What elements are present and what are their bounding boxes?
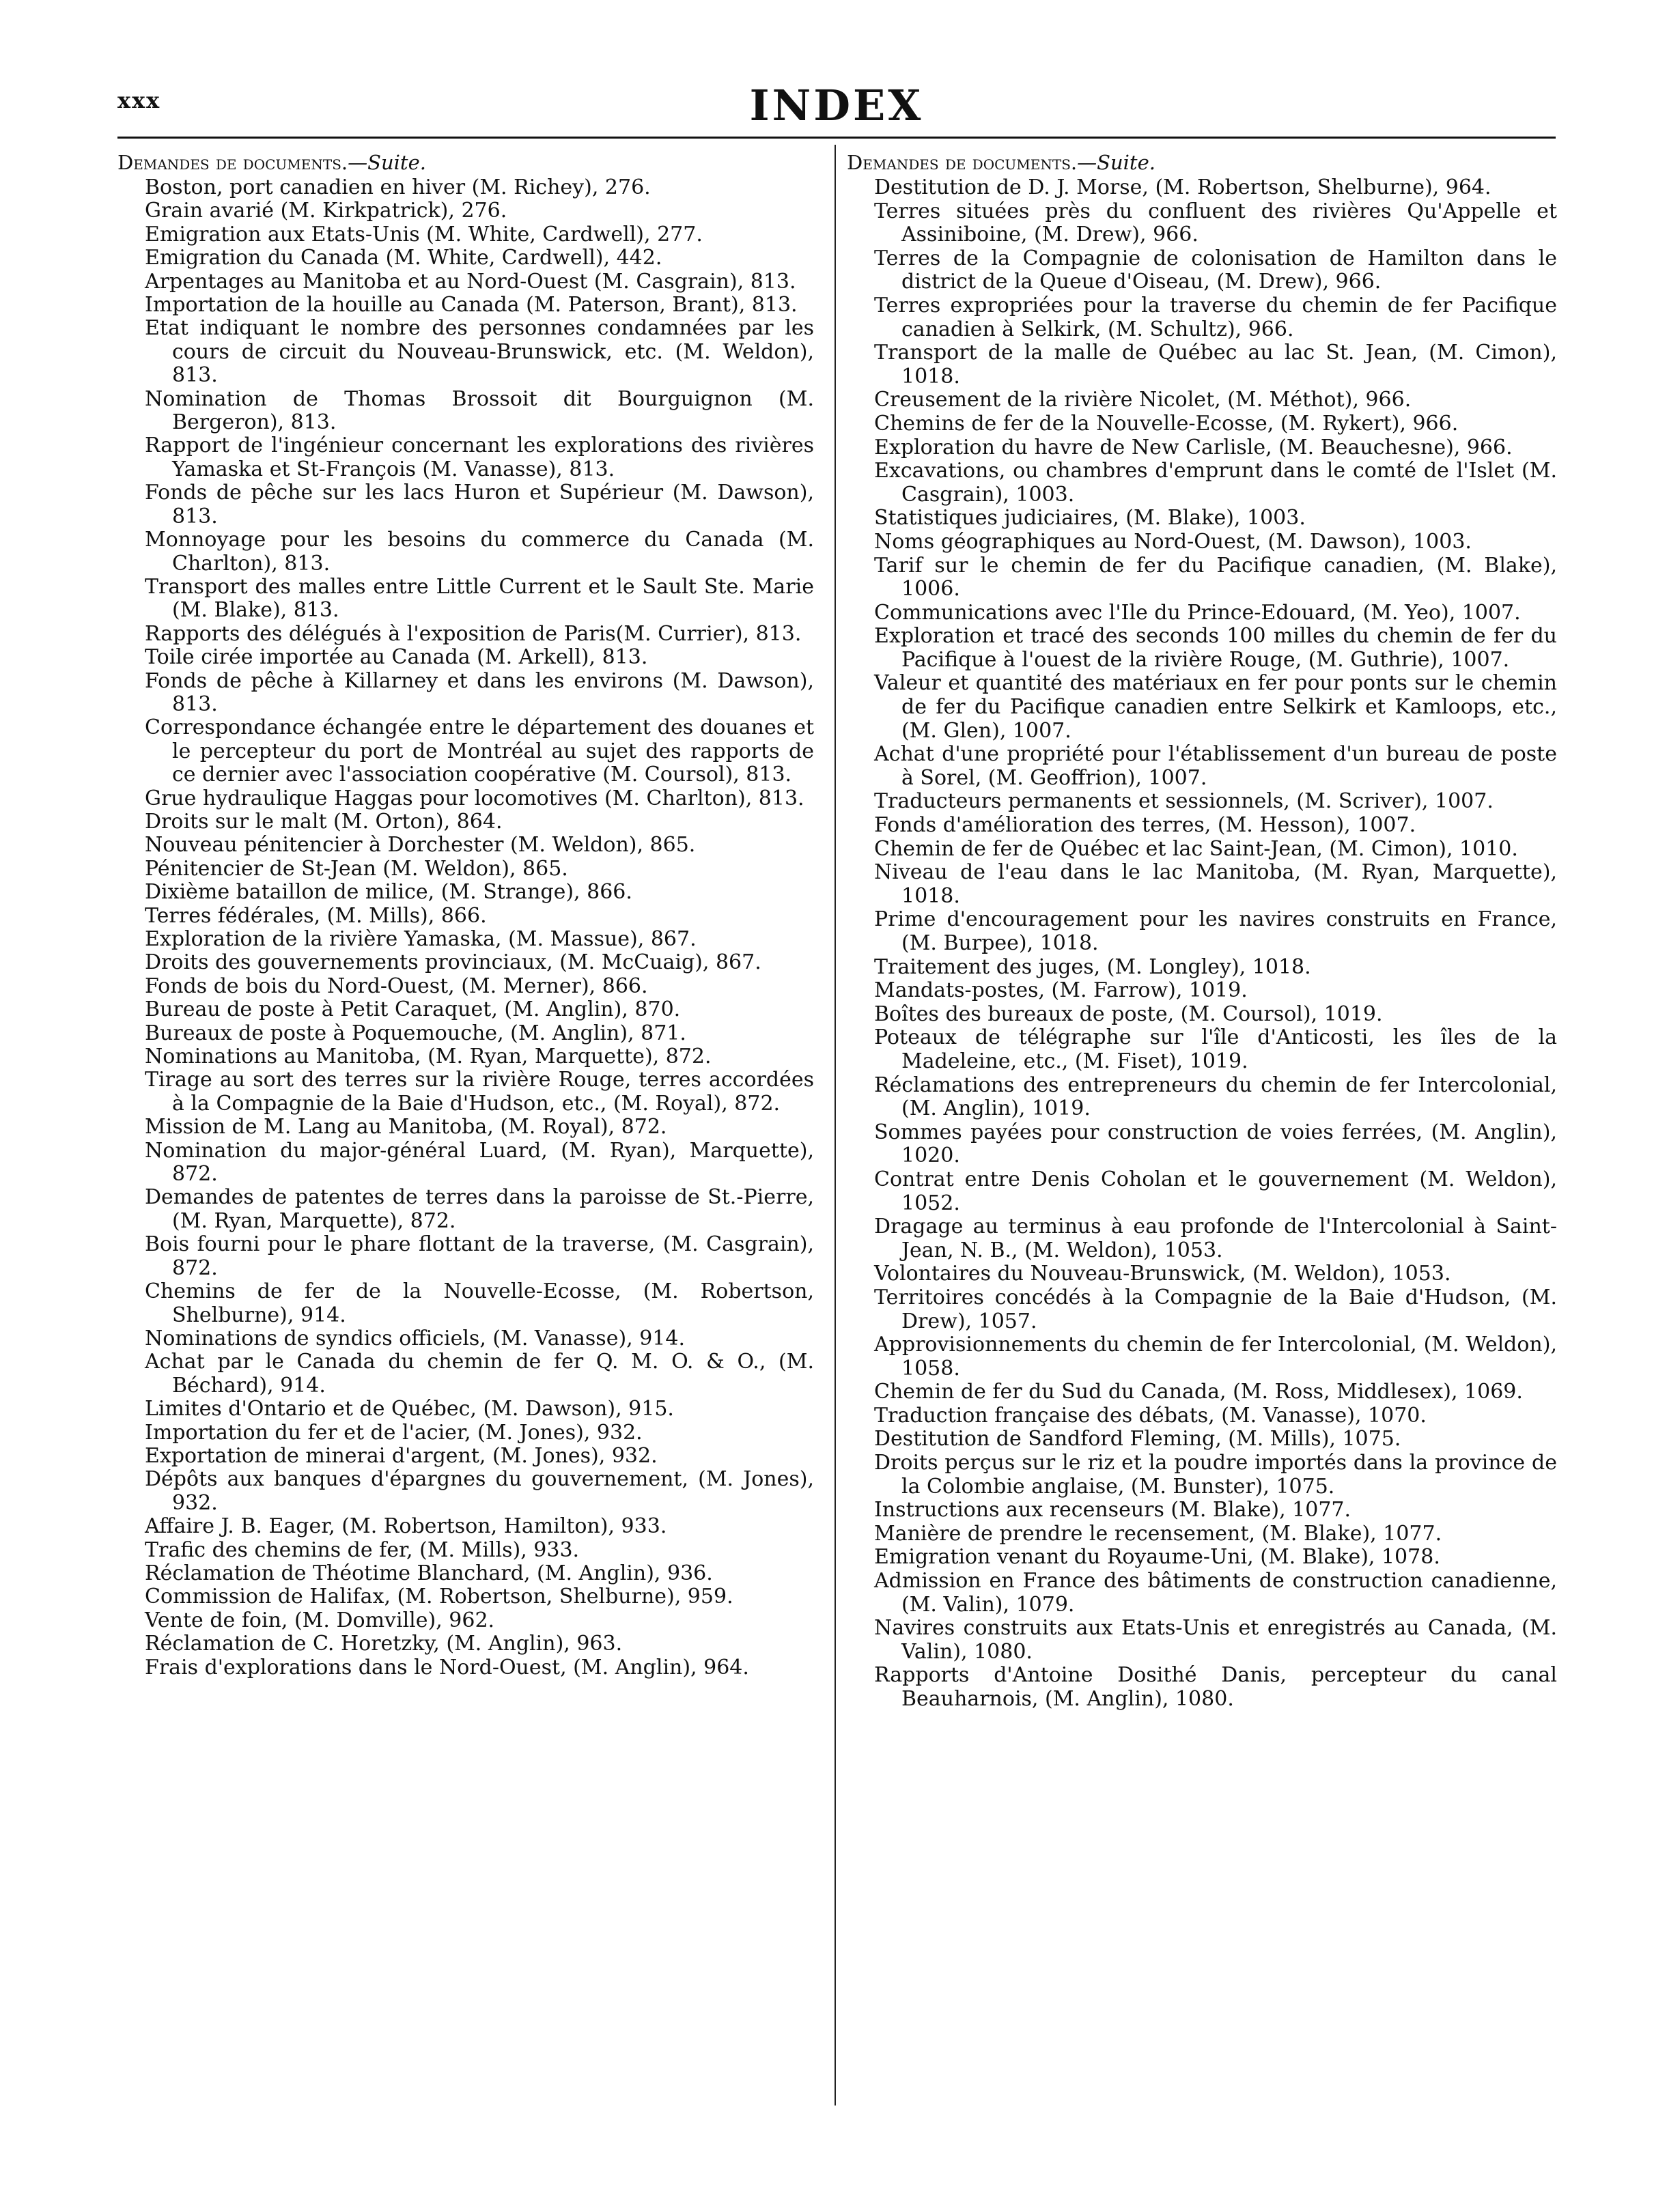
index-entry: Rapports des délégués à l'exposition de Paris(M. Currier), 813. <box>145 621 802 646</box>
index-entry: Grain avarié (M. Kirkpatrick), 276. <box>145 199 507 223</box>
section-heading-label: Demandes de documents. <box>117 151 348 174</box>
index-entry: Trafic des chemins de fer, (M. Mills), 933. <box>145 1537 580 1562</box>
index-entry: Emigration venant du Royaume-Uni, (M. Blake), 1078. <box>874 1545 1440 1570</box>
index-entry: Fonds de pêche à Killarney et dans les environs (M. Dawson), 813. <box>145 668 814 716</box>
index-entry: Réclamation de Théotime Blanchard, (M. Anglin), 936. <box>145 1561 713 1585</box>
index-entry: Boston, port canadien en hiver (M. Richey), 276. <box>145 175 651 199</box>
section-heading-right <box>847 149 1557 176</box>
index-entry: Nouveau pénitencier à Dorchester (M. Weldon), 865. <box>145 833 696 857</box>
index-entry: Pénitencier de St-Jean (M. Weldon), 865. <box>145 856 568 881</box>
index-entry: Tirage au sort des terres sur la rivière Rouge, terres accordées à la Compagnie de la Baie d'Hudson, etc., (M. Royal), 872. <box>145 1068 814 1116</box>
right-entry-list <box>847 176 1557 1712</box>
left-entry-list <box>117 176 814 1679</box>
section-heading-left <box>117 149 814 176</box>
right-column <box>847 149 1557 1712</box>
index-entry: Bureau de poste à Petit Caraquet, (M. Anglin), 870. <box>145 997 681 1022</box>
index-entry: Limites d'Ontario et de Québec, (M. Dawson), 915. <box>145 1397 674 1421</box>
index-entry: Dragage au terminus à eau profonde de l'Intercolonial à Saint-Jean, N. B., (M. Weldon), 1053. <box>874 1215 1557 1262</box>
index-entry: Creusement de la rivière Nicolet, (M. Méthot), 966. <box>874 388 1412 412</box>
index-entry: Approvisionnements du chemin de fer Intercolonial, (M. Weldon), 1058. <box>874 1333 1557 1380</box>
index-entry: Chemins de fer de la Nouvelle-Ecosse, (M. Rykert), 966. <box>874 411 1459 436</box>
index-entry: Droits des gouvernements provinciaux, (M. McCuaig), 867. <box>145 950 761 975</box>
section-heading-suite: —Suite. <box>348 151 426 174</box>
index-entry: Destitution de Sandford Fleming, (M. Mills), 1075. <box>874 1427 1401 1451</box>
index-entry: Navires construits aux Etats-Unis et enregistrés au Canada, (M. Valin), 1080. <box>874 1616 1557 1664</box>
header-rule <box>117 137 1556 139</box>
index-entry: Fonds de bois du Nord-Ouest, (M. Merner), 866. <box>145 974 648 998</box>
index-entry: Territoires concédés à la Compagnie de la Baie d'Hudson, (M. Drew), 1057. <box>874 1285 1557 1333</box>
index-entry: Affaire J. B. Eager, (M. Robertson, Hamilton), 933. <box>145 1514 667 1539</box>
index-entry: Fonds de pêche sur les lacs Huron et Supérieur (M. Dawson), 813. <box>145 481 814 528</box>
page-header <box>117 81 1556 135</box>
index-entry: Réclamation de C. Horetzky, (M. Anglin), 963. <box>145 1632 623 1656</box>
section-heading-label: Demandes de documents. <box>847 151 1078 174</box>
index-entry: Demandes de patentes de terres dans la paroisse de St.-Pierre, (M. Ryan, Marquette), 872. <box>145 1185 814 1233</box>
index-entry: Importation du fer et de l'acier, (M. Jones), 932. <box>145 1420 643 1445</box>
index-entry: Excavations, ou chambres d'emprunt dans le comté de l'Islet (M. Casgrain), 1003. <box>874 459 1557 507</box>
index-entry: Importation de la houille au Canada (M. Paterson, Brant), 813. <box>145 293 798 317</box>
index-entry: Communications avec l'Ile du Prince-Edouard, (M. Yeo), 1007. <box>874 600 1521 625</box>
index-entry: Terres de la Compagnie de colonisation de Hamilton dans le district de la Queue d'Oiseau, (M. Drew), 966. <box>874 246 1557 294</box>
index-entry: Niveau de l'eau dans le lac Manitoba, (M. Ryan, Marquette), 1018. <box>874 860 1557 908</box>
index-entry: Monnoyage pour les besoins du commerce du Canada (M. Charlton), 813. <box>145 528 814 576</box>
index-entry: Emigration aux Etats-Unis (M. White, Cardwell), 277. <box>145 222 703 246</box>
index-entry: Nomination de Thomas Brossoit dit Bourguignon (M. Bergeron), 813. <box>145 386 814 435</box>
index-entry: Prime d'encouragement pour les navires construits en France, (M. Burpee), 1018. <box>874 907 1557 955</box>
index-entry: Transport des malles entre Little Current et le Sault Ste. Marie (M. Blake), 813. <box>145 574 814 623</box>
index-entry: Exploration de la rivière Yamaska, (M. Massue), 867. <box>145 927 697 951</box>
index-entry: Droits perçus sur le riz et la poudre importés dans la province de la Colombie anglaise, (M. Bunster), 1075. <box>874 1451 1557 1499</box>
index-entry: Droits sur le malt (M. Orton), 864. <box>145 809 503 834</box>
index-entry: Nomination du major-général Luard, (M. Ryan), Marquette), 872. <box>145 1138 814 1187</box>
index-entry: Mandats-postes, (M. Farrow), 1019. <box>874 978 1248 1003</box>
index-entry: Emigration du Canada (M. White, Cardwell), 442. <box>145 246 662 270</box>
index-entry: Statistiques judiciaires, (M. Blake), 1003. <box>874 506 1306 530</box>
index-entry: Traduction française des débats, (M. Vanasse), 1070. <box>874 1403 1427 1428</box>
index-entry: Achat par le Canada du chemin de fer Q. M. O. & O., (M. Béchard), 914. <box>145 1350 814 1398</box>
index-entry: Boîtes des bureaux de poste, (M. Coursol), 1019. <box>874 1002 1383 1026</box>
index-entry: Poteaux de télégraphe sur l'île d'Anticosti, les îles de la Madeleine, etc., (M. Fiset), 1019. <box>874 1025 1557 1073</box>
index-entry: Chemin de fer du Sud du Canada, (M. Ross, Middlesex), 1069. <box>874 1380 1523 1404</box>
index-entry: Frais d'explorations dans le Nord-Ouest, (M. Anglin), 964. <box>145 1655 749 1679</box>
index-entry: Admission en France des bâtiments de construction canadienne, (M. Valin), 1079. <box>874 1569 1557 1617</box>
index-entry: Contrat entre Denis Coholan et le gouvernement (M. Weldon), 1052. <box>874 1167 1557 1215</box>
column-divider <box>835 145 836 2105</box>
index-entry: Manière de prendre le recensement, (M. Blake), 1077. <box>874 1521 1442 1546</box>
index-entry: Nominations de syndics officiels, (M. Vanasse), 914. <box>145 1326 686 1350</box>
index-entry: Rapport de l'ingénieur concernant les explorations des rivières Yamaska et St-François (M. Vanasse), 813. <box>145 434 814 481</box>
index-entry: Dépôts aux banques d'épargnes du gouvernement, (M. Jones), 932. <box>145 1467 814 1515</box>
index-entry: Exportation de minerai d'argent, (M. Jones), 932. <box>145 1443 658 1468</box>
index-entry: Valeur et quantité des matériaux en fer pour ponts sur le chemin de fer du Pacifique canadien entre Selkirk et Kamloops, etc., (M. Glen), 1007. <box>874 671 1557 743</box>
index-entry: Commission de Halifax, (M. Robertson, Shelburne), 959. <box>145 1585 733 1609</box>
index-entry: Grue hydraulique Haggas pour locomotives (M. Charlton), 813. <box>145 786 804 810</box>
index-entry: Destitution de D. J. Morse, (M. Robertson, Shelburne), 964. <box>874 175 1491 199</box>
index-entry: Transport de la malle de Québec au lac St. Jean, (M. Cimon), 1018. <box>874 341 1557 388</box>
index-entry: Exploration du havre de New Carlisle, (M. Beauchesne), 966. <box>874 435 1513 459</box>
index-entry: Fonds d'amélioration des terres, (M. Hesson), 1007. <box>874 813 1416 838</box>
index-entry: Dixième bataillon de milice, (M. Strange), 866. <box>145 880 632 905</box>
index-entry: Mission de M. Lang au Manitoba, (M. Royal), 872. <box>145 1115 667 1139</box>
index-entry: Bureaux de poste à Poquemouche, (M. Anglin), 871. <box>145 1021 686 1045</box>
page-title: INDEX <box>749 81 924 130</box>
index-entry: Etat indiquant le nombre des personnes condamnées par les cours de circuit du Nouveau-Brunswick, etc. (M. Weldon), 813. <box>145 316 814 388</box>
index-entry: Vente de foin, (M. Domville), 962. <box>145 1608 495 1632</box>
index-entry: Terres fédérales, (M. Mills), 866. <box>145 903 487 928</box>
index-entry: Volontaires du Nouveau-Brunswick, (M. Weldon), 1053. <box>874 1262 1451 1286</box>
index-entry: Rapports d'Antoine Dosithé Danis, percepteur du canal Beauharnois, (M. Anglin), 1080. <box>874 1663 1557 1711</box>
index-entry: Traducteurs permanents et sessionnels, (M. Scriver), 1007. <box>874 789 1494 814</box>
index-entry: Chemins de fer de la Nouvelle-Ecosse, (M. Robertson, Shelburne), 914. <box>145 1279 814 1327</box>
page-number: xxx <box>117 87 161 113</box>
index-entry: Toile cirée importée au Canada (M. Arkell), 813. <box>145 645 648 670</box>
index-entry: Chemin de fer de Québec et lac Saint-Jean, (M. Cimon), 1010. <box>874 836 1518 861</box>
index-entry: Terres expropriées pour la traverse du chemin de fer Pacifique canadien à Selkirk, (M. Schultz), 966. <box>874 293 1557 341</box>
left-column <box>117 149 814 1679</box>
index-entry: Arpentages au Manitoba et au Nord-Ouest (M. Casgrain), 813. <box>145 269 796 294</box>
section-heading-suite: —Suite. <box>1077 151 1155 174</box>
index-entry: Instructions aux recenseurs (M. Blake), 1077. <box>874 1498 1351 1522</box>
index-entry: Tarif sur le chemin de fer du Pacifique canadien, (M. Blake), 1006. <box>874 553 1557 601</box>
index-entry: Sommes payées pour construction de voies ferrées, (M. Anglin), 1020. <box>874 1120 1557 1168</box>
index-entry: Correspondance échangée entre le département des douanes et le percepteur du port de Montréal au sujet des rapports de ce dernier avec l'association coopérative (M. Coursol), 813. <box>145 715 814 787</box>
index-entry: Traitement des juges, (M. Longley), 1018. <box>874 954 1311 979</box>
index-entry: Nominations au Manitoba, (M. Ryan, Marquette), 872. <box>145 1045 712 1069</box>
index-entry: Bois fourni pour le phare flottant de la traverse, (M. Casgrain), 872. <box>145 1232 814 1280</box>
index-entry: Achat d'une propriété pour l'établissement d'un bureau de poste à Sorel, (M. Geoffrion), 1007. <box>874 742 1557 790</box>
index-entry: Noms géographiques au Nord-Ouest, (M. Dawson), 1003. <box>874 529 1472 554</box>
index-entry: Terres situées près du confluent des rivières Qu'Appelle et Assiniboine, (M. Drew), 966. <box>874 199 1557 247</box>
index-entry: Exploration et tracé des seconds 100 milles du chemin de fer du Pacifique à l'ouest de la rivière Rouge, (M. Guthrie), 1007. <box>874 624 1557 672</box>
index-entry: Réclamations des entrepreneurs du chemin de fer Intercolonial, (M. Anglin), 1019. <box>874 1073 1557 1121</box>
